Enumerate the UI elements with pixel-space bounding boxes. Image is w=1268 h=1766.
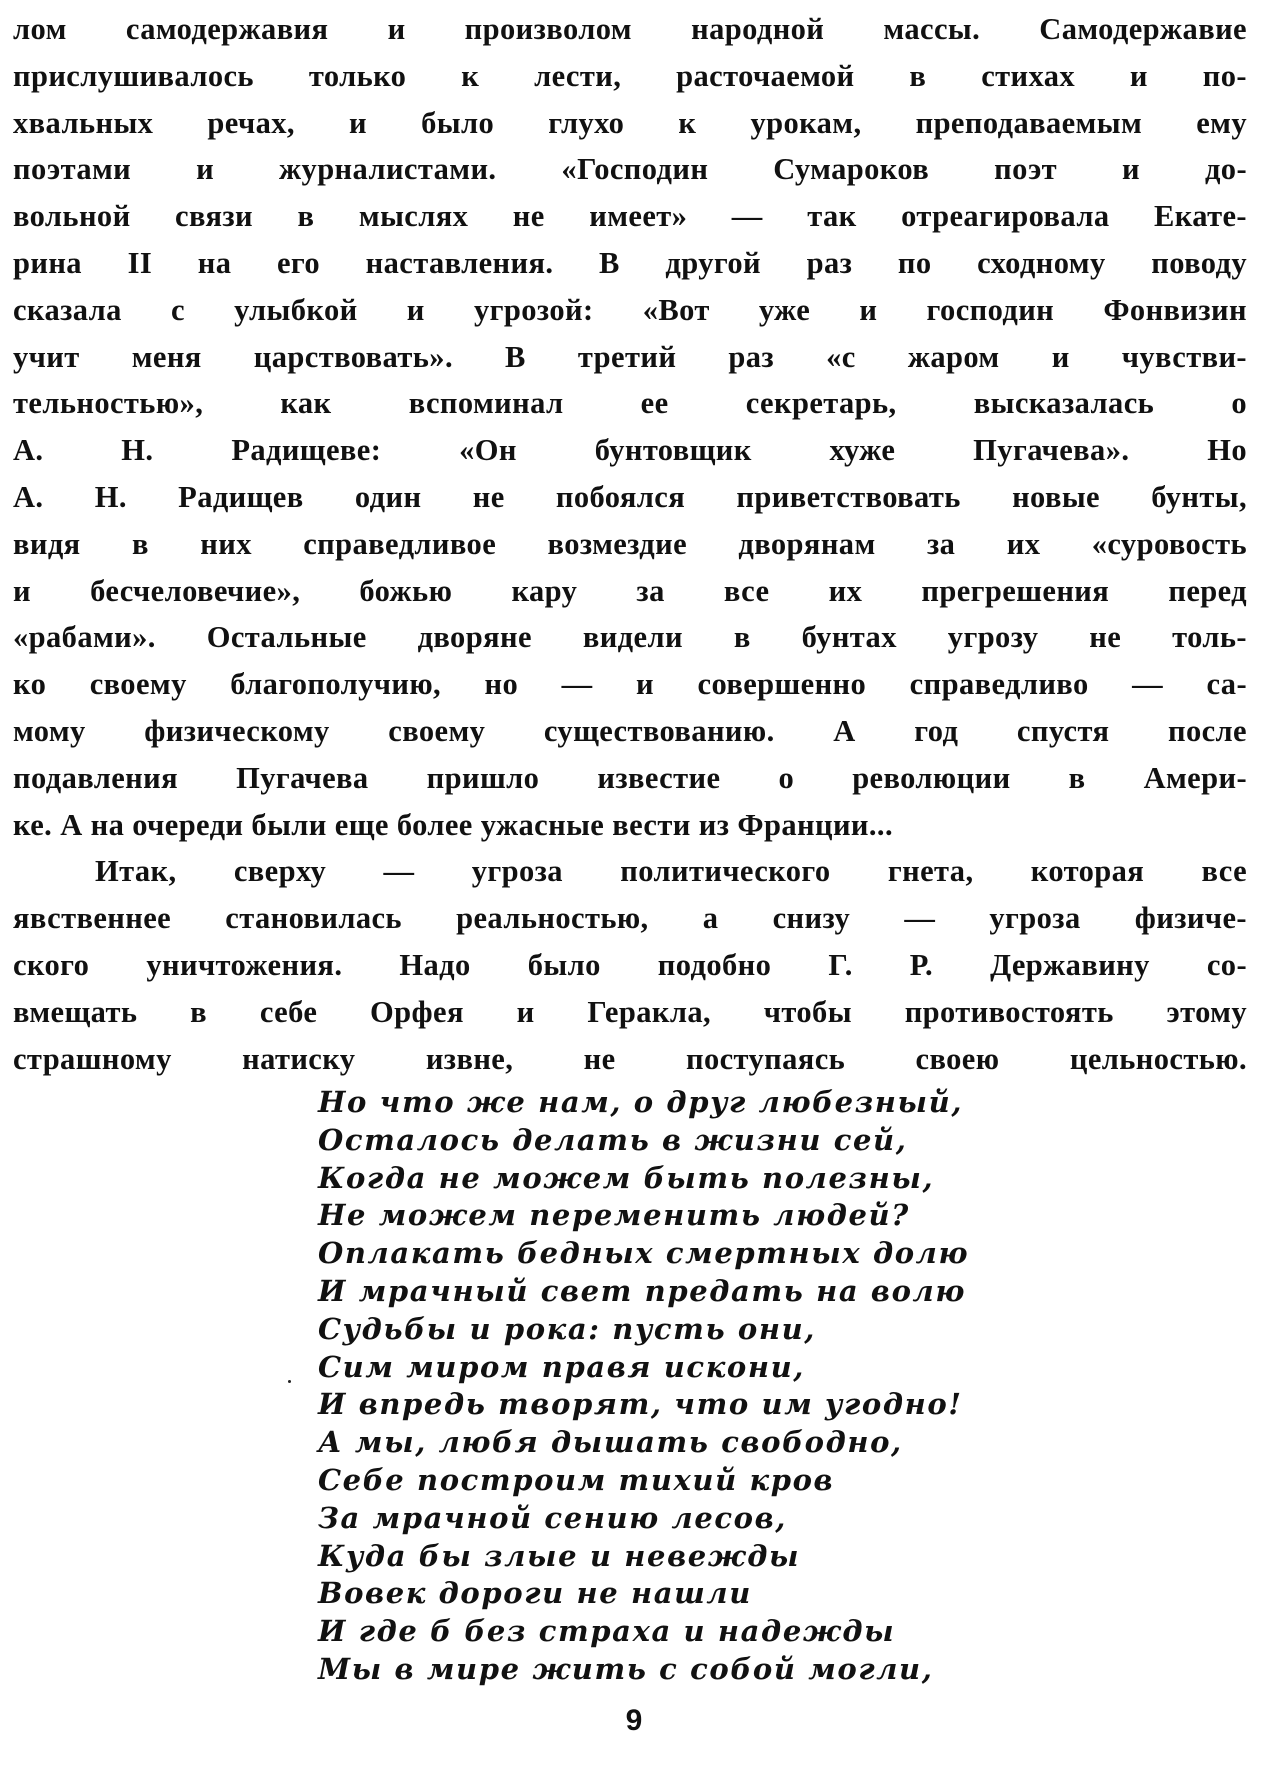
poem-line: Судьбы и рока: пусть они,: [318, 1311, 816, 1346]
prose-line: лом самодержавия и произволом народной массы. Самодержавие: [13, 12, 1247, 46]
poem-line: А мы, любя дышать свободно,: [318, 1425, 903, 1460]
prose-line: подавления Пугачева пришло известие о революции в Амери-: [13, 760, 1247, 795]
poem-line: И где б без страха и надежды: [318, 1614, 896, 1649]
prose-line: прислушивалось только к лести, расточаемой в стихах и по-: [13, 58, 1247, 93]
poem-line: Мы в мире жить с собой могли,: [318, 1651, 934, 1686]
prose-line: ко своему благополучию, но — и совершенно справедливо — са-: [13, 667, 1247, 702]
prose-line: ского уничтожения. Надо было подобно Г. Р. Державину со-: [13, 947, 1247, 982]
poem-line: Себе построим тихий кров: [318, 1462, 835, 1497]
prose-line: вмещать в себе Орфея и Геракла, чтобы противостоять этому: [13, 994, 1247, 1029]
poem-line: Сим миром правя искони,: [318, 1349, 805, 1384]
poem-line: И мрачный свет предать на волю: [318, 1273, 966, 1308]
prose-line: вольной связи в мыслях не имеет» — так отреагировала Екате-: [13, 199, 1247, 234]
poem-line: Когда не можем быть полезны,: [318, 1160, 935, 1195]
poem-line: И впредь творят, что им угодно!: [318, 1387, 963, 1422]
prose-line: тельностью», как вспоминал ее секретарь, высказалась о: [13, 386, 1247, 421]
prose-line: А. Н. Радищеве: «Он бунтовщик хуже Пугачева». Но: [13, 433, 1247, 468]
prose-line: А. Н. Радищев один не побоялся приветствовать новые бунты,: [13, 479, 1247, 514]
poem-line: Но что же нам, о друг любезный,: [318, 1085, 964, 1119]
page-number: 9: [625, 1704, 643, 1737]
poem-line: Не можем переменить людей?: [318, 1198, 910, 1233]
print-speck: [288, 1380, 291, 1383]
prose-line: поэтами и журналистами. «Господин Сумароков поэт и до-: [13, 152, 1247, 187]
prose-line: явственнее становилась реальностью, а снизу — угроза физиче-: [13, 901, 1247, 936]
prose-line: мому физическому своему существованию. А год спустя после: [13, 713, 1247, 748]
poem-line: Оплакать бедных смертных долю: [318, 1236, 970, 1271]
prose-line: хвальных речах, и было глухо к урокам, преподаваемым ему: [13, 105, 1247, 140]
poem-line: Вовек дороги не нашли: [318, 1576, 752, 1611]
prose-line: «рабами». Остальные дворяне видели в бунтах угрозу не толь-: [13, 620, 1247, 655]
prose-line-indented: Итак, сверху — угроза политического гнета, которая все: [95, 854, 1247, 889]
prose-line: и бесчеловечие», божью кару за все их прегрешения перед: [13, 573, 1247, 608]
poem-line: Осталось делать в жизни сей,: [318, 1122, 908, 1157]
prose-line: сказала с улыбкой и угрозой: «Вот уже и господин Фонвизин: [13, 292, 1247, 327]
prose-line: страшному натиску извне, не поступаясь своею цельностью.: [13, 1041, 1247, 1076]
prose-line: рина II на его наставления. В другой раз по сходному поводу: [13, 245, 1247, 280]
prose-body: [13, 6, 1247, 1082]
poem-line: Куда бы злые и невежды: [318, 1538, 801, 1573]
prose-line: учит меня царствовать». В третий раз «с жаром и чувстви-: [13, 339, 1247, 374]
prose-line: видя в них справедливое возмездие дворянам за их «суровость: [13, 526, 1247, 561]
prose-line: ке. А на очереди были еще более ужасные вести из Франции...: [13, 807, 893, 842]
poem-quote: [318, 1084, 1038, 1689]
poem-line: За мрачной сению лесов,: [318, 1500, 787, 1535]
